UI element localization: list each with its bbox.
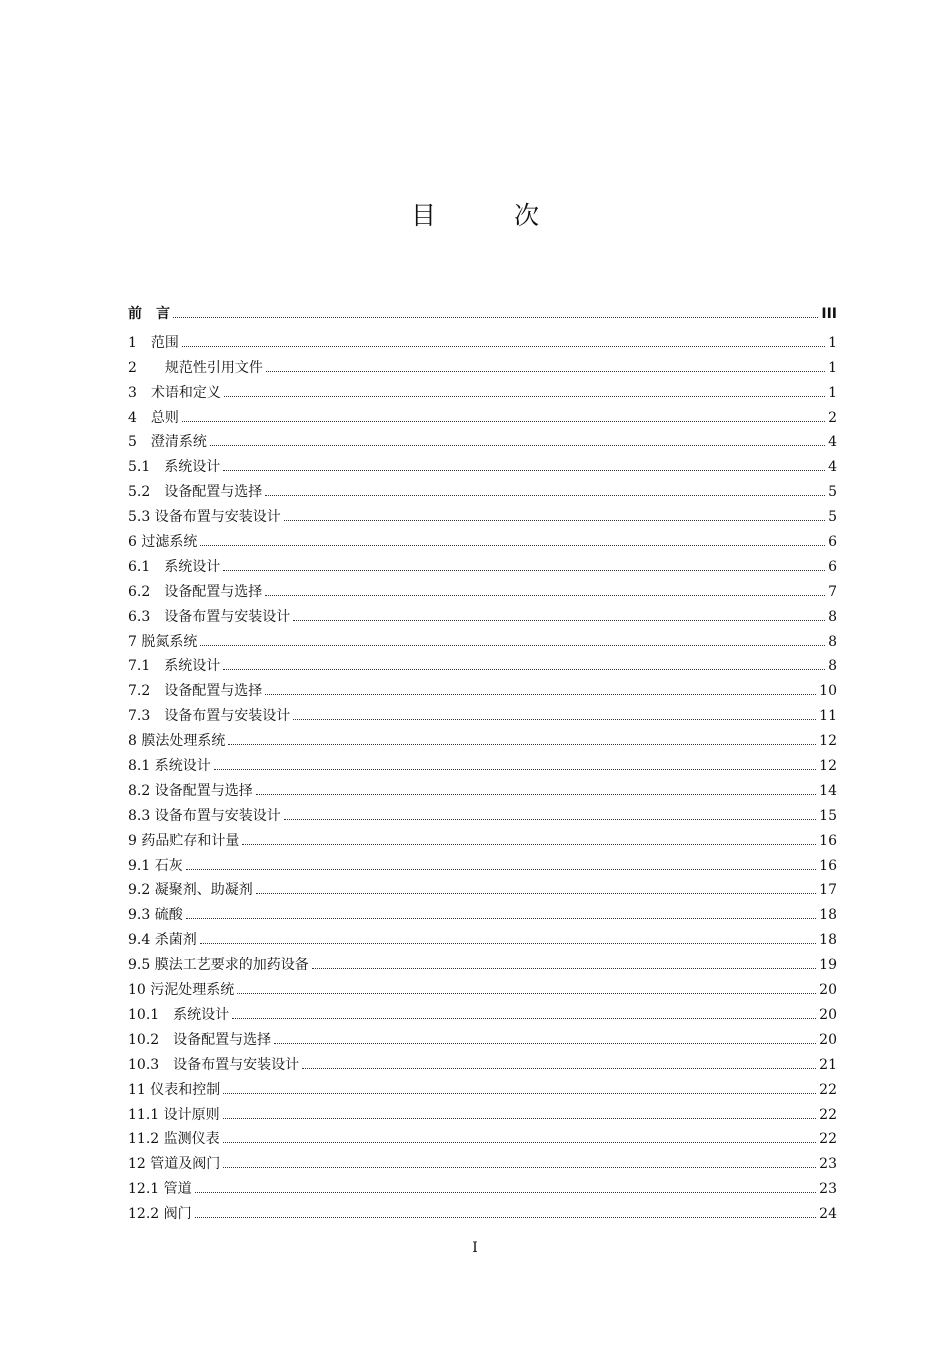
toc-entry-label: 8.3 设备布置与安装设计 xyxy=(128,807,281,824)
toc-entry-label: 3 术语和定义 xyxy=(128,384,221,401)
toc-entry-label: 5 澄清系统 xyxy=(128,434,207,451)
toc-entry-page: 22 xyxy=(819,1081,837,1098)
toc-entry[interactable] xyxy=(128,699,837,724)
toc-entry-page: 6 xyxy=(828,558,837,575)
toc-dot-leader xyxy=(224,396,825,397)
toc-entry-page: 2 xyxy=(828,409,837,426)
toc-entry-page: 23 xyxy=(819,1181,837,1198)
toc-entry-page: 10 xyxy=(819,683,837,700)
toc-dot-leader xyxy=(214,769,816,770)
toc-entry[interactable] xyxy=(128,376,837,401)
toc-entry-label: 5.3 设备布置与安装设计 xyxy=(128,509,281,526)
toc-dot-leader xyxy=(200,645,825,646)
toc-dot-leader xyxy=(182,421,825,422)
toc-entry[interactable] xyxy=(128,475,837,500)
toc-dot-leader xyxy=(223,1142,817,1143)
toc-entry[interactable] xyxy=(128,1048,837,1073)
toc-entry-label: 11.2 监测仪表 xyxy=(128,1131,220,1148)
toc-entry-label: 7 脱氮系统 xyxy=(128,633,198,650)
toc-entry-label: 7.3 设备布置与安装设计 xyxy=(128,708,291,725)
toc-entry[interactable] xyxy=(128,973,837,998)
toc-entry-label: 12.1 管道 xyxy=(128,1181,192,1198)
toc-entry-page: 12 xyxy=(819,758,837,775)
toc-entry-label: 6.3 设备布置与安装设计 xyxy=(128,608,291,625)
toc-entry-page: 23 xyxy=(819,1156,837,1173)
toc-entry[interactable] xyxy=(128,351,837,376)
toc-entry-label: 11.1 设计原则 xyxy=(128,1106,220,1123)
toc-entry-page: 7 xyxy=(828,583,837,600)
toc-entry[interactable] xyxy=(128,824,837,849)
toc-entry-page: 14 xyxy=(819,782,837,799)
toc-dot-leader xyxy=(265,595,825,596)
toc-entry-page: 20 xyxy=(819,1006,837,1023)
toc-dot-leader xyxy=(232,1018,816,1019)
toc-dot-leader xyxy=(265,694,816,695)
toc-entry-page: 22 xyxy=(819,1106,837,1123)
toc-entry-label: 6 过滤系统 xyxy=(128,534,198,551)
toc-entry[interactable] xyxy=(128,874,837,899)
toc-dot-leader xyxy=(182,346,825,347)
toc-dot-leader xyxy=(195,1217,817,1218)
toc-entry-label: 9.3 硫酸 xyxy=(128,907,183,924)
toc-dot-leader xyxy=(200,545,825,546)
toc-dot-leader xyxy=(237,993,816,994)
toc-entry[interactable] xyxy=(128,650,837,675)
toc-entry-label: 1 范围 xyxy=(128,334,179,351)
toc-dot-leader xyxy=(223,470,825,471)
toc-entry[interactable] xyxy=(128,674,837,699)
toc-dot-leader xyxy=(223,1093,816,1094)
toc-entry[interactable] xyxy=(128,600,837,625)
toc-entry[interactable] xyxy=(128,1098,837,1123)
toc-entry-label: 10.1 系统设计 xyxy=(128,1006,230,1023)
toc-dot-leader xyxy=(256,794,816,795)
toc-entry-label: 8.1 系统设计 xyxy=(128,758,211,775)
page-number: I xyxy=(472,1240,478,1256)
toc-dot-leader xyxy=(223,669,825,670)
toc-dot-leader xyxy=(293,719,816,720)
toc-entry[interactable] xyxy=(128,625,837,650)
toc-dot-leader xyxy=(302,1068,816,1069)
toc-entry-page: 1 xyxy=(828,359,837,376)
toc-entry[interactable] xyxy=(128,426,837,451)
toc-entry-label: 10 污泥处理系统 xyxy=(128,982,235,999)
toc-dot-leader xyxy=(242,844,816,845)
toc-entry[interactable] xyxy=(128,525,837,550)
toc-entry-label: 9.4 杀菌剂 xyxy=(128,932,197,949)
toc-entry-page: III xyxy=(821,306,837,322)
toc-entry-page: 18 xyxy=(819,907,837,924)
toc-entry-label: 8 膜法处理系统 xyxy=(128,733,226,750)
toc-entry[interactable] xyxy=(128,401,837,426)
toc-entry[interactable] xyxy=(128,292,837,322)
toc-entry-page: 5 xyxy=(828,509,837,526)
toc-dot-leader xyxy=(195,1192,817,1193)
toc-entry[interactable] xyxy=(128,575,837,600)
toc-entry-page: 20 xyxy=(819,1031,837,1048)
toc-entry-label: 9 药品贮存和计量 xyxy=(128,832,240,849)
toc-entry-page: 4 xyxy=(828,434,837,451)
toc-entry-page: 5 xyxy=(828,484,837,501)
toc-entry-label: 前 言 xyxy=(128,306,170,322)
toc-entry[interactable] xyxy=(128,1147,837,1172)
toc-entry-page: 4 xyxy=(828,459,837,476)
toc-entry[interactable] xyxy=(128,326,837,351)
toc-entry-page: 21 xyxy=(819,1056,837,1073)
toc-entry[interactable] xyxy=(128,724,837,749)
toc-entry-page: 19 xyxy=(819,957,837,974)
toc-entry-page: 6 xyxy=(828,534,837,551)
toc-entry-page: 15 xyxy=(819,807,837,824)
toc-dot-leader xyxy=(265,495,825,496)
toc-entry-label: 10.2 设备配置与选择 xyxy=(128,1031,272,1048)
toc-entry-page: 1 xyxy=(828,334,837,351)
toc-entry-label: 5.2 设备配置与选择 xyxy=(128,484,263,501)
toc-dot-leader xyxy=(256,893,816,894)
toc-entry-label: 9.2 凝聚剂、助凝剂 xyxy=(128,882,253,899)
toc-entry[interactable] xyxy=(128,450,837,475)
toc-entry[interactable] xyxy=(128,1023,837,1048)
toc-entry-label: 12 管道及阀门 xyxy=(128,1156,221,1173)
toc-entry-label: 4 总则 xyxy=(128,409,179,426)
toc-entry[interactable] xyxy=(128,1197,837,1222)
toc-entry-label: 6.1 系统设计 xyxy=(128,558,221,575)
toc-entry[interactable] xyxy=(128,774,837,799)
toc-dot-leader xyxy=(186,918,816,919)
toc-entry[interactable] xyxy=(128,500,837,525)
toc-entry-page: 8 xyxy=(828,633,837,650)
toc-entry[interactable] xyxy=(128,749,837,774)
toc-entry[interactable] xyxy=(128,799,837,824)
toc-entry-label: 6.2 设备配置与选择 xyxy=(128,583,263,600)
toc-entry-label: 10.3 设备布置与安装设计 xyxy=(128,1056,300,1073)
table-of-contents xyxy=(128,292,837,1222)
toc-dot-leader xyxy=(266,371,825,372)
toc-entry-page: 11 xyxy=(819,708,837,725)
toc-entry[interactable] xyxy=(128,1172,837,1197)
toc-dot-leader xyxy=(186,869,816,870)
toc-entry-page: 1 xyxy=(828,384,837,401)
toc-entry-page: 20 xyxy=(819,982,837,999)
toc-entry-page: 12 xyxy=(819,733,837,750)
toc-entry[interactable] xyxy=(128,849,837,874)
toc-entry[interactable] xyxy=(128,998,837,1023)
toc-dot-leader xyxy=(223,1118,817,1119)
toc-entry-label: 9.1 石灰 xyxy=(128,857,183,874)
title-left: 目 xyxy=(410,201,436,230)
toc-entry-page: 16 xyxy=(819,857,837,874)
toc-dot-leader xyxy=(312,968,816,969)
toc-entry-label: 5.1 系统设计 xyxy=(128,459,221,476)
toc-dot-leader xyxy=(284,520,825,521)
toc-dot-leader xyxy=(173,317,818,318)
toc-entry-label: 9.5 膜法工艺要求的加药设备 xyxy=(128,957,309,974)
page-title xyxy=(0,196,950,232)
toc-dot-leader xyxy=(210,445,825,446)
toc-dot-leader xyxy=(223,1167,816,1168)
toc-entry-page: 8 xyxy=(828,608,837,625)
toc-entry-label: 7.2 设备配置与选择 xyxy=(128,683,263,700)
toc-entry[interactable] xyxy=(128,948,837,973)
toc-dot-leader xyxy=(200,943,816,944)
toc-entry[interactable] xyxy=(128,550,837,575)
title-right: 次 xyxy=(514,201,540,230)
toc-dot-leader xyxy=(274,1043,816,1044)
toc-dot-leader xyxy=(284,819,816,820)
toc-entry-label: 8.2 设备配置与选择 xyxy=(128,782,253,799)
toc-entry-page: 16 xyxy=(819,832,837,849)
toc-entry[interactable] xyxy=(128,1123,837,1148)
toc-dot-leader xyxy=(293,620,825,621)
toc-entry[interactable] xyxy=(128,1073,837,1098)
toc-entry[interactable] xyxy=(128,898,837,923)
toc-entry-page: 18 xyxy=(819,932,837,949)
toc-entry-label: 2 规范性引用文件 xyxy=(128,359,263,376)
toc-entry-label: 11 仪表和控制 xyxy=(128,1081,221,1098)
toc-dot-leader xyxy=(228,744,816,745)
toc-entry-label: 7.1 系统设计 xyxy=(128,658,221,675)
toc-dot-leader xyxy=(223,570,825,571)
toc-entry-label: 12.2 阀门 xyxy=(128,1206,192,1223)
toc-entry-page: 24 xyxy=(819,1206,837,1223)
toc-entry-page: 8 xyxy=(828,658,837,675)
toc-entry-page: 22 xyxy=(819,1131,837,1148)
toc-entry[interactable] xyxy=(128,923,837,948)
toc-entry-page: 17 xyxy=(819,882,837,899)
